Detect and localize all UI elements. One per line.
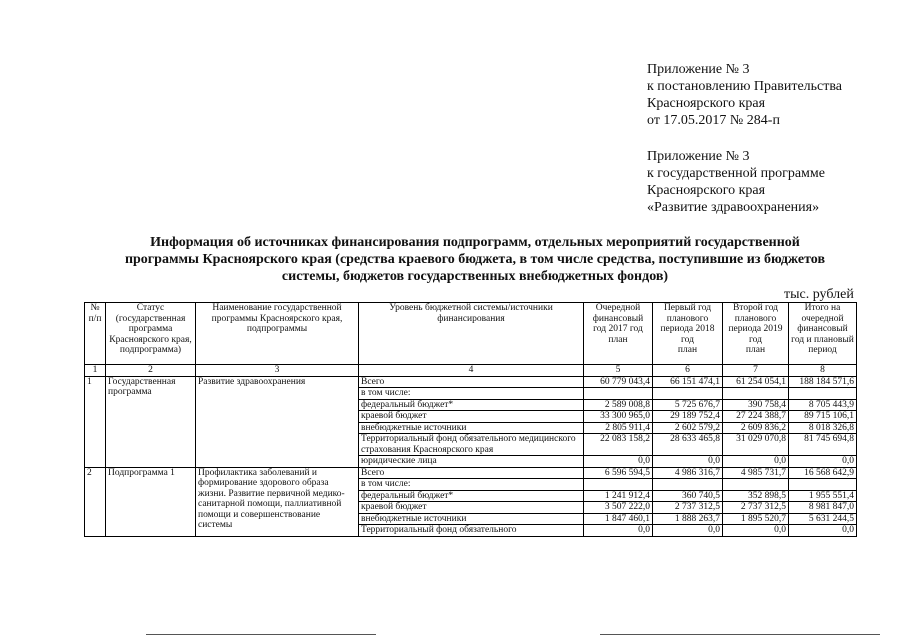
column-number: 8 <box>789 365 857 377</box>
value-2019: 31 029 070,8 <box>723 434 789 456</box>
table-row <box>85 376 857 388</box>
column-number: 5 <box>584 365 653 377</box>
header-status: Статус (государственная программа Красноярского края, подпрограмма) <box>106 303 196 365</box>
row-level: Территориальный фонд обязательного <box>359 525 584 537</box>
unit-label: тыс. рублей <box>784 287 854 302</box>
financing-table <box>84 302 857 537</box>
value-2018: 0,0 <box>653 525 723 537</box>
value-2017: 60 779 043,4 <box>584 376 653 388</box>
value-2018 <box>653 388 723 400</box>
row-level: федеральный бюджет* <box>359 399 584 411</box>
value-2019: 2 609 836,2 <box>723 422 789 434</box>
value-2017: 6 596 594,5 <box>584 467 653 479</box>
value-2019: 27 224 388,7 <box>723 411 789 423</box>
row-status: Подпрограмма 1 <box>106 467 196 536</box>
value-2019: 0,0 <box>723 456 789 468</box>
header-num: № п/п <box>85 303 106 365</box>
appendix-block-state-program <box>647 148 825 216</box>
value-2017: 1 847 460,1 <box>584 513 653 525</box>
header-plan-label: план <box>677 345 698 355</box>
row-program-name: Развитие здравоохранения <box>196 376 359 467</box>
title-line: системы, бюджетов государственных внебюджетных фондов) <box>281 269 669 284</box>
document-title <box>60 234 890 285</box>
row-level: внебюджетные источники <box>359 422 584 434</box>
value-2017: 2 805 911,4 <box>584 422 653 434</box>
value-2017: 1 241 912,4 <box>584 490 653 502</box>
appendix-line: к постановлению Правительства <box>647 79 843 94</box>
row-level: Всего <box>359 467 584 479</box>
column-number: 3 <box>196 365 359 377</box>
column-number: 1 <box>85 365 106 377</box>
value-2018: 0,0 <box>653 456 723 468</box>
row-level: юридические лица <box>359 456 584 468</box>
value-2017: 2 589 008,8 <box>584 399 653 411</box>
value-2019: 4 985 731,7 <box>723 467 789 479</box>
value-2017 <box>584 479 653 491</box>
column-number: 7 <box>723 365 789 377</box>
header-total: Итого на очередной финансовый год и плановый период <box>789 303 857 365</box>
value-total: 8 018 326,8 <box>789 422 857 434</box>
column-number-row <box>85 365 857 377</box>
value-2017: 0,0 <box>584 456 653 468</box>
value-2019: 61 254 054,1 <box>723 376 789 388</box>
value-2018: 5 725 676,7 <box>653 399 723 411</box>
value-2017: 0,0 <box>584 525 653 537</box>
appendix-line: «Развитие здравоохранения» <box>647 200 820 215</box>
row-num: 2 <box>85 467 106 536</box>
value-total: 89 715 106,1 <box>789 411 857 423</box>
column-number: 4 <box>359 365 584 377</box>
header-name: Наименование государственной программы Красноярского края, подпрограммы <box>196 303 359 365</box>
appendix-line: Приложение № 3 <box>647 62 750 77</box>
value-total: 8 705 443,9 <box>789 399 857 411</box>
scan-artifact-line <box>146 634 376 635</box>
header-year-2018-label: Первый год планового периода 2018 год <box>660 303 715 345</box>
header-year-2017-label: Очередной финансовый год 2017 год <box>592 303 644 334</box>
column-number: 2 <box>106 365 196 377</box>
value-2018: 66 151 474,1 <box>653 376 723 388</box>
value-2018: 4 986 316,7 <box>653 467 723 479</box>
header-plan-label: план <box>745 345 766 355</box>
value-2018: 28 633 465,8 <box>653 434 723 456</box>
row-program-name: Профилактика заболеваний и формирование здорового образа жизни. Развитие первичной медико-санитарной помощи, паллиативной помощи и совершенствование системы <box>196 467 359 536</box>
value-total: 0,0 <box>789 525 857 537</box>
value-total: 8 981 847,0 <box>789 502 857 514</box>
value-2018: 360 740,5 <box>653 490 723 502</box>
value-total: 81 745 694,8 <box>789 434 857 456</box>
column-number: 6 <box>653 365 723 377</box>
value-total: 0,0 <box>789 456 857 468</box>
value-2017: 22 083 158,2 <box>584 434 653 456</box>
value-2018: 2 602 579,2 <box>653 422 723 434</box>
title-line: программы Красноярского края (средства краевого бюджета, в том числе средства, поступившие из бюджетов <box>124 252 826 267</box>
scan-artifact-line <box>600 634 880 635</box>
value-2019: 1 895 520,7 <box>723 513 789 525</box>
value-2017: 3 507 222,0 <box>584 502 653 514</box>
value-total: 188 184 571,6 <box>789 376 857 388</box>
value-2019 <box>723 479 789 491</box>
header-year-2017 <box>584 303 653 365</box>
header-plan-label: план <box>608 334 628 345</box>
row-level: в том числе: <box>359 388 584 400</box>
value-total: 5 631 244,5 <box>789 513 857 525</box>
appendix-line: Красноярского края <box>647 96 766 111</box>
row-level: федеральный бюджет* <box>359 490 584 502</box>
row-level: краевой бюджет <box>359 411 584 423</box>
row-num: 1 <box>85 376 106 467</box>
appendix-line: Красноярского края <box>647 183 766 198</box>
header-year-2019 <box>723 303 789 365</box>
value-2018: 2 737 312,5 <box>653 502 723 514</box>
title-line: Информация об источниках финансирования подпрограмм, отдельных мероприятий государственной <box>150 235 800 250</box>
value-total <box>789 388 857 400</box>
header-year-2018 <box>653 303 723 365</box>
appendix-line: к государственной программе <box>647 166 825 181</box>
value-total <box>789 479 857 491</box>
row-level: внебюджетные источники <box>359 513 584 525</box>
value-2019 <box>723 388 789 400</box>
header-row <box>85 303 857 365</box>
value-total: 16 568 642,9 <box>789 467 857 479</box>
table-row <box>85 467 857 479</box>
header-level: Уровень бюджетной системы/источники финансирования <box>359 303 584 365</box>
value-2018: 1 888 263,7 <box>653 513 723 525</box>
value-2019: 0,0 <box>723 525 789 537</box>
appendix-block-government-decree <box>647 61 842 129</box>
value-2019: 390 758,4 <box>723 399 789 411</box>
header-year-2019-label: Второй год планового периода 2019 год <box>728 303 783 345</box>
row-level: краевой бюджет <box>359 502 584 514</box>
value-total: 1 955 551,4 <box>789 490 857 502</box>
row-level: в том числе: <box>359 479 584 491</box>
row-level: Всего <box>359 376 584 388</box>
value-2019: 2 737 312,5 <box>723 502 789 514</box>
value-2017: 33 300 965,0 <box>584 411 653 423</box>
value-2019: 352 898,5 <box>723 490 789 502</box>
value-2017 <box>584 388 653 400</box>
row-level: Территориальный фонд обязательного медицинского страхования Красноярского края <box>359 434 584 456</box>
row-status: Государственная программа <box>106 376 196 467</box>
value-2018: 29 189 752,4 <box>653 411 723 423</box>
appendix-line: от 17.05.2017 № 284-п <box>647 113 780 128</box>
value-2018 <box>653 479 723 491</box>
appendix-line: Приложение № 3 <box>647 149 750 164</box>
